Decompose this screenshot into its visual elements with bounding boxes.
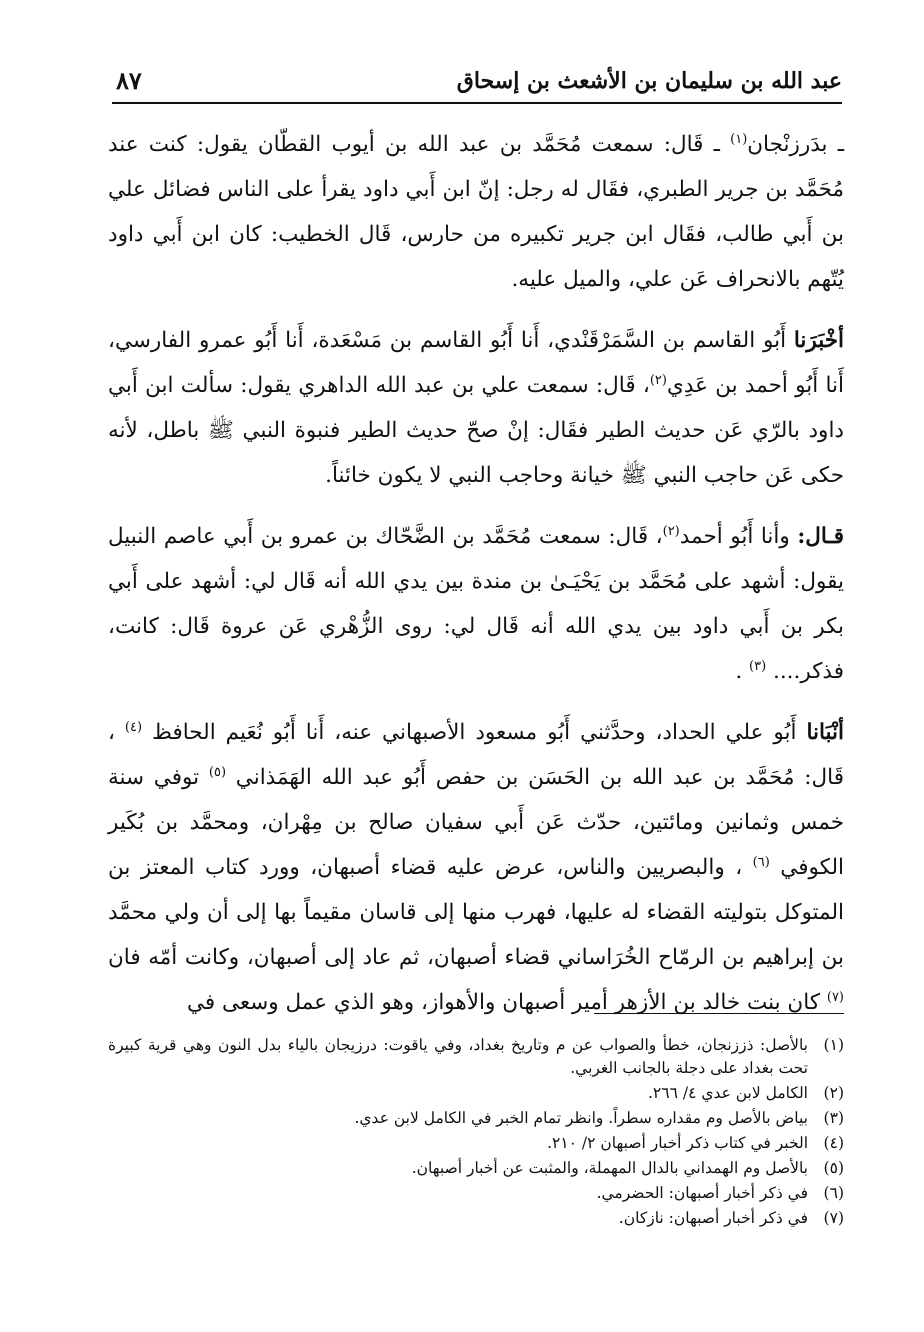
main-text [108, 122, 844, 1041]
paragraph-text: وأنا أَبُو أحمد [679, 524, 798, 549]
paragraph-text: . [735, 659, 750, 684]
footnote-marker: (٥) [208, 764, 227, 780]
footnote-marker: (٧) [826, 989, 844, 1005]
footnote-number: (٧) [823, 1209, 844, 1227]
footnote-text: الكامل لابن عدي ٤/ ٢٦٦. [647, 1084, 808, 1102]
paragraph-lead-word: أخْبَرَنا [793, 328, 844, 353]
footnote-text: بالأصل وم الهمداني بالدال المهملة، والمثبت عن أخبار أصبهان. [411, 1159, 808, 1177]
footnote-item [108, 1207, 844, 1230]
footnote-number: (٥) [823, 1159, 844, 1177]
footnote-text: الخبر في كتاب ذكر أخبار أصبهان ٢/ ٢١٠. [547, 1134, 808, 1152]
paragraph-lead-word: أنْبَانا [806, 720, 844, 745]
footnote-text: بالأصل: ذززنجان، خطأ والصواب عن م وتاريخ بغداد، وفي ياقوت: درزيجان بالياء بدل النون وهي قرية كبيرة تحت بغداد على دجلة بالجانب الغربي. [108, 1036, 808, 1077]
paragraph [108, 318, 844, 498]
paragraph-text: توفي سنة خمس وثمانين ومائتين، حدّث عَن أَبي سفيان صالح بن مِهْران، ومحمَّد بن بُكَير الكوفي [108, 765, 844, 880]
footnote-item [108, 1107, 844, 1130]
paragraph-text: ـ قَال: سمعت مُحَمَّد بن عبد الله بن أيوب القطّان يقول: كنت عند مُحَمَّد بن جرير الطبري، فقَال له رجل: إنّ ابن أَبي داود يقرأ على الناس فضائل علي بن أَبي طالب، فقَال ابن جرير تكبيره من حارس، قَال الخطيب: كان ابن أَبي داود يُتّهم بالانحراف عَن علي، والميل عليه. [108, 132, 844, 292]
paragraph-text: ، قَال: سمعت مُحَمَّد بن الضَّحّاك بن عمرو بن أَبي عاصم النبيل يقول: أشهد على مُحَمَّد بن يَحْيَـىٰ بن مندة بين يدي الله أنه قَال لي: أشهد على أَبي بكر بن أَبي داود بين يدي الله أنه قَال لي: روى الزُّهْري عَن عروة قَال: كانت، فذكر.... [108, 524, 844, 684]
footnote-item [108, 1034, 844, 1080]
footnote-number: (١) [823, 1036, 844, 1054]
footnote-marker: (١) [730, 131, 748, 147]
paragraph-text: ، قَال: سمعت علي بن عبد الله الداهري يقول: سألت ابن أَبي داود بالرّي عَن حديث الطير فقَال: إنْ صحّ حديث الطير فنبوة النبي ﷺ باطل، لأنه حكى عَن حاجب النبي ﷺ خيانة وحاجب النبي لا يكون خائناً. [108, 373, 844, 488]
footnote-item [108, 1157, 844, 1180]
footnote-list [108, 1034, 844, 1230]
footnote-separator [594, 1013, 844, 1014]
paragraph-text: ، والبصريين والناس، عرض عليه قضاء أصبهان، وورد كتاب المعتز بن المتوكل بتوليته القضاء له عليها، فهرب منها إلى قاسان مقيماً بها إلى أن ولي محمَّد بن إبراهيم بن الرمّاح الخُرَاساني قضاء أصبهان، ثم عاد إلى أصبهان، وكانت أمّه فان [108, 855, 844, 970]
page-header [112, 64, 842, 104]
running-title: عبد الله بن سليمان بن الأشعث بن إسحاق [456, 68, 842, 94]
paragraph-lead-word: قـال: [797, 524, 845, 549]
paragraph-text: ـ بدَرزنْجان [747, 132, 845, 157]
paragraph [108, 710, 844, 1025]
paragraph-text: كان بنت خالد بن الأزهر أمير أصبهان والأهواز، وهو الذي عمل وسعى في [186, 990, 827, 1015]
footnote-item [108, 1182, 844, 1205]
paragraph [108, 514, 844, 694]
footnote-marker: (٢) [649, 372, 667, 388]
paragraph-text: أَبُو القاسم بن السَّمَرْقَنْدي، أَنا أَبُو القاسم بن مَسْعَدة، أَنا أَبُو عمرو الفارسي، أَنا أَبُو أحمد بن عَدِي [108, 328, 844, 398]
footnote-item [108, 1132, 844, 1155]
page-number: ٨٧ [116, 66, 142, 95]
footnote-item [108, 1082, 844, 1105]
footnote-text: في ذكر أخبار أصبهان: نازكان. [618, 1209, 808, 1227]
footnote-number: (٦) [823, 1184, 844, 1202]
footnote-text: بياض بالأصل وم مقداره سطراً. وانظر تمام الخبر في الكامل لابن عدي. [354, 1109, 808, 1127]
footnote-marker: (٦) [752, 854, 770, 870]
paragraph [108, 122, 844, 302]
header-rule [112, 102, 842, 104]
footnote-marker: (٣) [749, 658, 767, 674]
paragraph-text: ، قَال: مُحَمَّد بن عبد الله بن الحَسَن بن حفص أَبُو عبد الله الهَمَذاني [108, 720, 844, 790]
paragraph-text: أَبُو علي الحداد، وحدَّثني أَبُو مسعود الأصبهاني عنه، أَنا أَبُو نُعَيم الحافظ [142, 720, 807, 745]
footnote-number: (٤) [823, 1134, 844, 1152]
footnotes [108, 1034, 844, 1232]
footnote-marker: (٤) [124, 719, 143, 735]
footnote-number: (٢) [823, 1084, 844, 1102]
footnote-text: في ذكر أخبار أصبهان: الحضرمي. [596, 1184, 808, 1202]
footnote-number: (٣) [823, 1109, 844, 1127]
footnote-marker: (٢) [662, 523, 680, 539]
